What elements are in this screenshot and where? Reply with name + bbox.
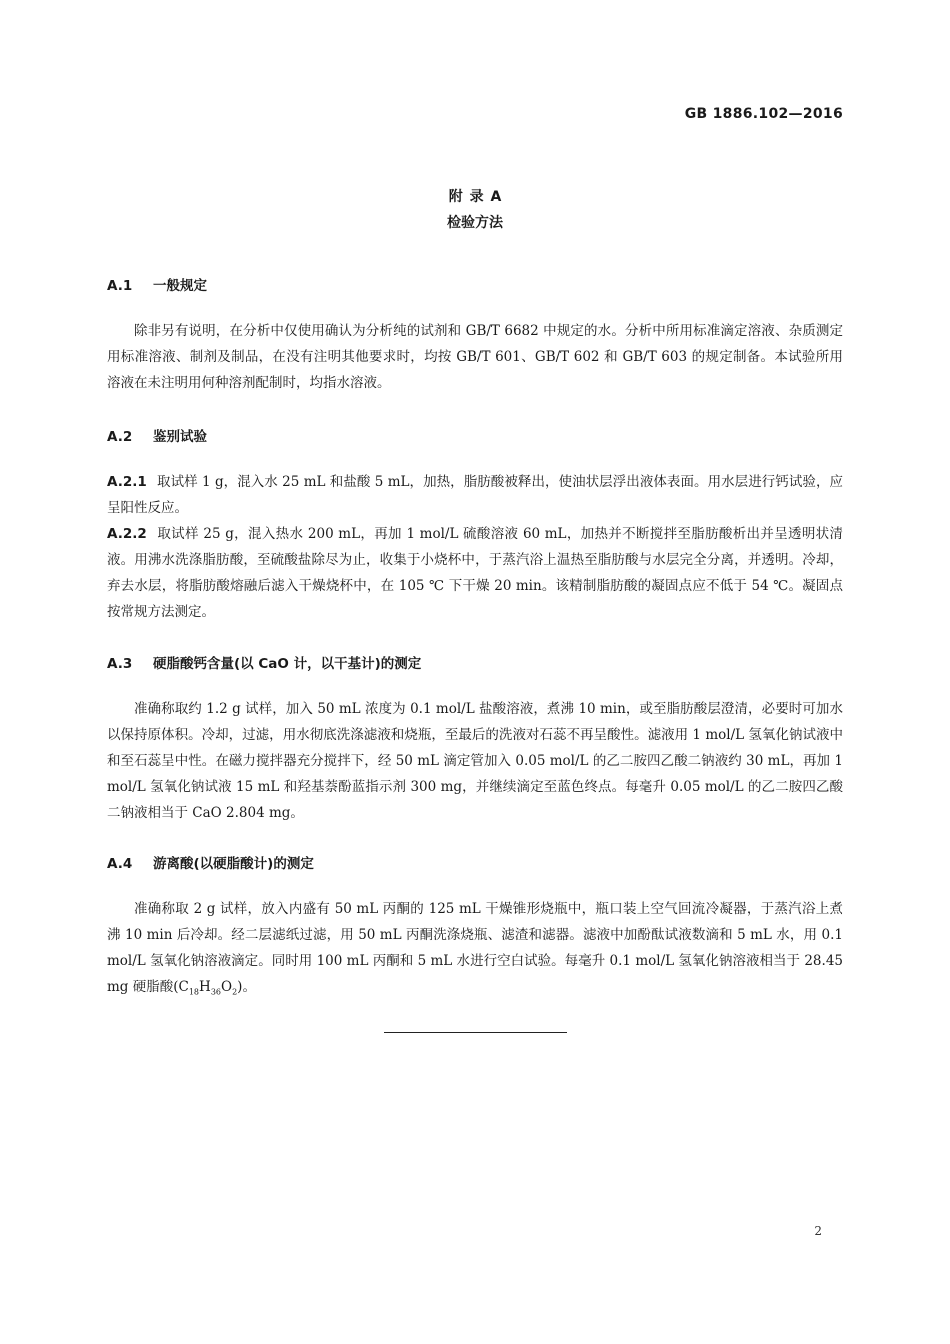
appendix-subtitle: 检验方法 (447, 215, 503, 231)
section-title: 硬脂酸钙含量(以 CaO 计，以干基计)的测定 (153, 656, 422, 672)
paragraph-text: 准确称取 2 g 试样，放入内盛有 50 mL 丙酮的 125 mL 干燥锥形烧瓶中，瓶口装上空气回流冷凝器，于蒸汽浴上煮沸 10 min 后冷却。经二层滤纸过滤，用 50 mL 丙酮洗涤烧瓶、滤渣和滤器。滤液中加酚酞试液数滴和 5 mL 水，用 0.1 mol/L 氢氧化钠溶液滴定。同时用 100 mL 丙酮和 5 mL 水进行空白试验。每毫升 0.1 mol/L 氢氧化钠溶液相当于 28.45 mg 硬脂酸(C (107, 901, 843, 995)
section-a4-paragraph (107, 896, 843, 1006)
formula-o: O (221, 979, 233, 995)
section-number: A.2 (107, 429, 133, 445)
clause-a21-paragraph (107, 469, 843, 521)
section-a4-heading (107, 852, 314, 872)
end-rule (384, 1032, 567, 1033)
clause-number: A.2.2 (107, 526, 147, 542)
section-number: A.4 (107, 856, 133, 872)
formula-subscript-h: 36 (210, 987, 221, 997)
section-title: 一般规定 (153, 278, 207, 294)
section-title: 游离酸(以硬脂酸计)的测定 (153, 856, 314, 872)
clause-text: 取试样 25 g，混入热水 200 mL，再加 1 mol/L 硫酸溶液 60 mL，加热并不断搅拌至脂肪酸析出并呈透明状清液。用沸水洗涤脂肪酸，至硫酸盐除尽为止，收集于小烧杯中，于蒸汽浴上温热至脂肪酸与水层完全分离，并透明。冷却，弃去水层，将脂肪酸熔融后滤入干燥烧杯中，在 105 ℃ 下干燥 20 min。该精制脂肪酸的凝固点应不低于 54 ℃。凝固点按常规方法测定。 (107, 526, 843, 620)
section-a1-heading (107, 274, 207, 294)
clause-text: 取试样 1 g，混入水 25 mL 和盐酸 5 mL，加热，脂肪酸被释出，使油状层浮出液体表面。用水层进行钙试验，应呈阳性反应。 (107, 474, 843, 516)
clause-a22-paragraph (107, 521, 843, 625)
section-a1-paragraph: 除非另有说明，在分析中仅使用确认为分析纯的试剂和 GB/T 6682 中规定的水。分析中所用标准滴定溶液、杂质测定用标准溶液、制剂及制品，在没有注明其他要求时，均按 GB/T 601、GB/T 602 和 GB/T 603 的规定制备。本试验所用溶液在未注明用何种溶剂配制时，均指水溶液。 (107, 323, 843, 391)
standard-number-header: GB 1886.102—2016 (684, 106, 843, 122)
formula-subscript-c: 18 (188, 987, 200, 997)
section-a3-heading (107, 652, 421, 672)
section-number: A.3 (107, 656, 133, 672)
page-number: 2 (814, 1224, 822, 1238)
formula-h: H (199, 979, 211, 995)
formula-subscript-o: 2 (232, 987, 238, 997)
clause-number: A.2.1 (107, 474, 147, 490)
section-number: A.1 (107, 278, 133, 294)
section-title: 鉴别试验 (153, 429, 207, 445)
section-a2-heading (107, 425, 207, 445)
section-a3-paragraph: 准确称取约 1.2 g 试样，加入 50 mL 浓度为 0.1 mol/L 盐酸溶液，煮沸 10 min，或至脂肪酸层澄清，必要时可加水以保持原体积。冷却，过滤，用水彻底洗涤滤液和烧瓶，至最后的洗液对石蕊不再呈酸性。滤液用 1 mol/L 氢氧化钠试液中和至石蕊呈中性。在磁力搅拌器充分搅拌下，经 50 mL 滴定管加入 0.05 mol/L 的乙二胺四乙酸二钠液约 30 mL，再加 1 mol/L 氢氧化钠试液 15 mL 和羟基萘酚蓝指示剂 300 mg，并继续滴定至蓝色终点。每毫升 0.05 mol/L 的乙二胺四乙酸二钠液相当于 CaO 2.804 mg。 (107, 701, 843, 821)
appendix-title: 附 录 A (448, 189, 502, 205)
paragraph-text-end: )。 (237, 979, 256, 995)
